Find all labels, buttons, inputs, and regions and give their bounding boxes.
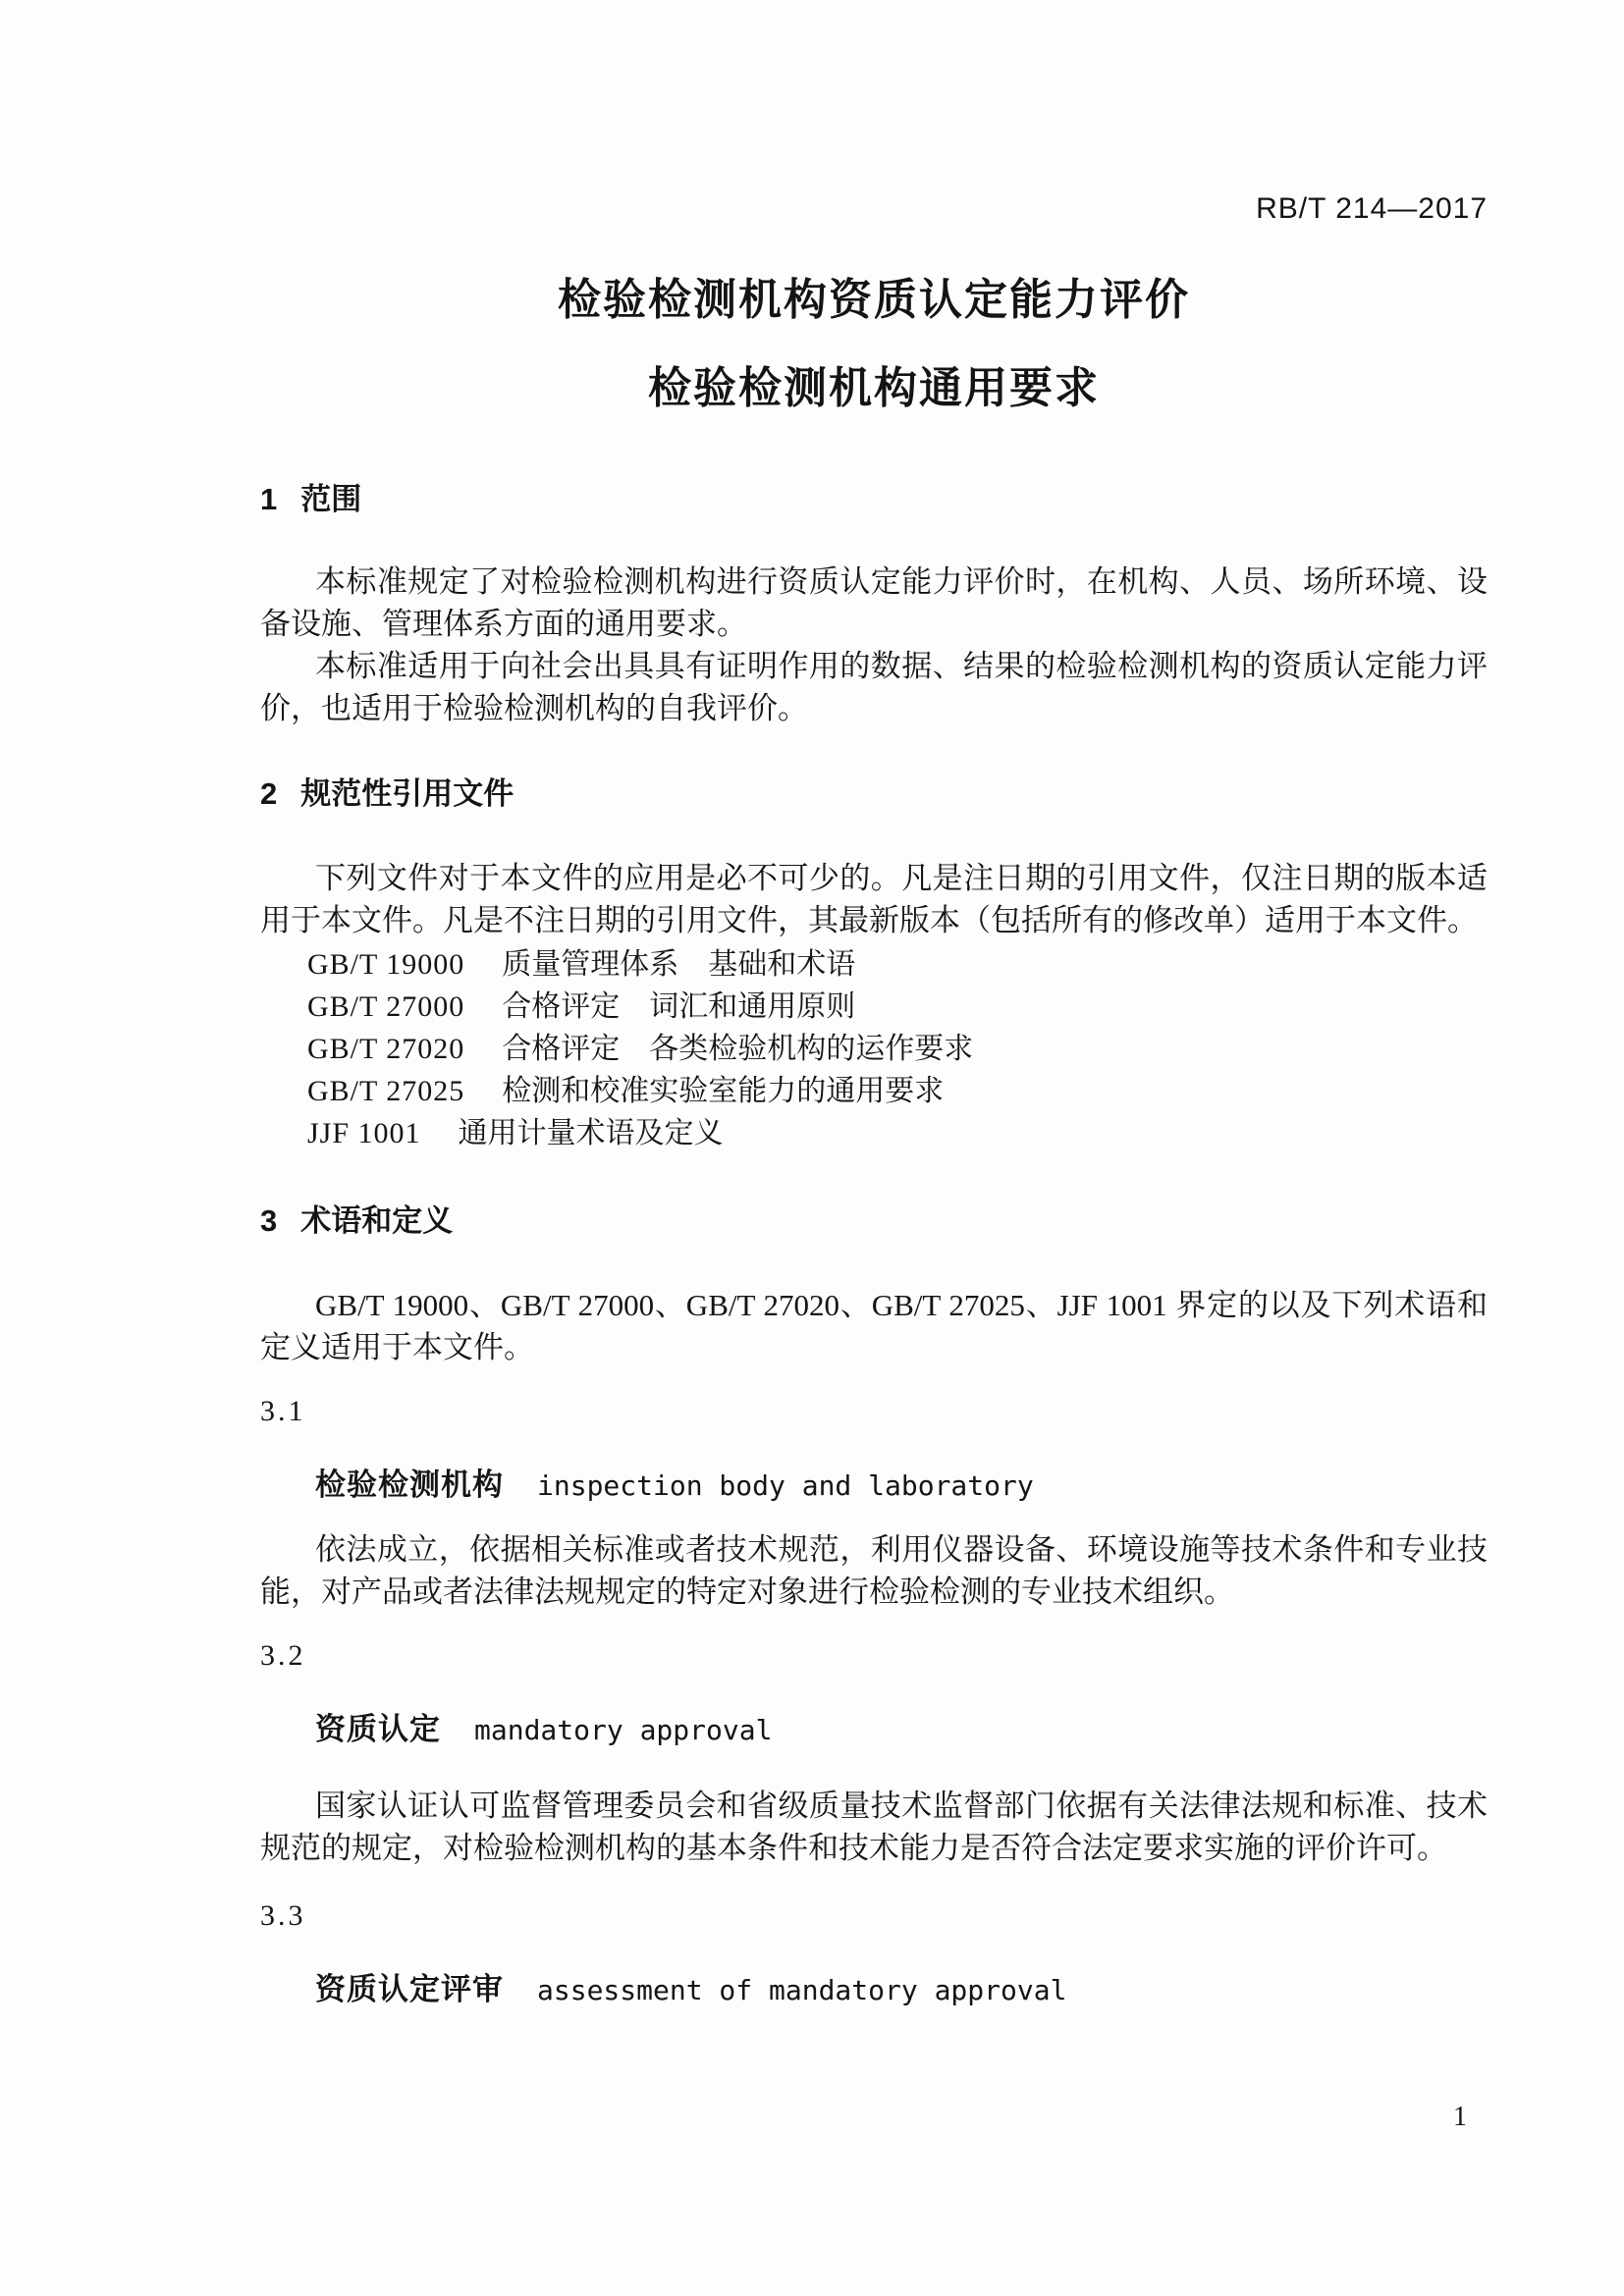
term-definition-3-2: 国家认证认可监督管理委员会和省级质量技术监督部门依据有关法律法规和标准、技术规范的规定，对检验检测机构的基本条件和技术能力是否符合法定要求实施的评价许可。 — [260, 1789, 1488, 1865]
doc-title-line2: 检验检测机构通用要求 — [648, 364, 1100, 412]
reference-title: 质量管理体系 基础和术语 — [502, 948, 856, 981]
reference-title: 检测和校准实验室能力的通用要求 — [502, 1075, 945, 1107]
term-heading-3-2 — [260, 1708, 1488, 1751]
reference-title: 合格评定 各类检验机构的运作要求 — [502, 1033, 974, 1065]
section-3-title: 术语和定义 — [300, 1203, 454, 1238]
section-1-title: 范围 — [300, 482, 362, 516]
reference-item — [307, 986, 1488, 1028]
reference-item — [307, 1028, 1488, 1070]
term-zh-3-3: 资质认定评审 — [315, 1972, 504, 2006]
term-heading-3-3 — [260, 1968, 1488, 2011]
reference-item — [307, 1112, 1488, 1154]
term-zh-3-2: 资质认定 — [315, 1712, 441, 1746]
term-en-3-1: inspection body and laboratory — [537, 1469, 1034, 1502]
term-clause-number-3-2: 3.2 — [260, 1639, 306, 1672]
reference-title: 通用计量术语及定义 — [458, 1117, 724, 1149]
reference-item — [307, 943, 1488, 986]
reference-title: 合格评定 词汇和通用原则 — [502, 990, 856, 1023]
reference-code: GB/T 27025 — [307, 1075, 465, 1107]
reference-item — [307, 1070, 1488, 1112]
section-1-number: 1 — [260, 482, 278, 516]
term-zh-3-1: 检验检测机构 — [315, 1468, 504, 1502]
section-3-heading — [260, 1203, 1488, 1239]
page-number: 1 — [1453, 2102, 1467, 2132]
section-2-paragraph: 下列文件对于本文件的应用是必不可少的。凡是注日期的引用文件，仅注日期的版本适用于本文件。凡是不注日期的引用文件，其最新版本（包括所有的修改单）适用于本文件。 — [260, 861, 1488, 937]
page-content — [260, 0, 1488, 2011]
term-definition-3-1: 依法成立，依据相关标准或者技术规范，利用仪器设备、环境设施等技术条件和专业技能，对产品或者法律法规规定的特定对象进行检验检测的专业技术组织。 — [260, 1532, 1488, 1609]
reference-code: GB/T 27020 — [307, 1033, 465, 1065]
section-2-title: 规范性引用文件 — [300, 776, 514, 811]
standard-code: RB/T 214—2017 — [1256, 192, 1488, 225]
section-1-paragraph-1: 本标准规定了对检验检测机构进行资质认定能力评价时，在机构、人员、场所环境、设备设施、管理体系方面的通用要求。 — [260, 564, 1488, 641]
section-1-paragraph-2: 本标准适用于向社会出具具有证明作用的数据、结果的检验检测机构的资质认定能力评价，也适用于检验检测机构的自我评价。 — [260, 649, 1488, 725]
term-clause-number-3-1: 3.1 — [260, 1395, 306, 1427]
reference-code: JJF 1001 — [307, 1117, 421, 1149]
term-heading-3-1 — [260, 1464, 1488, 1507]
term-clause-number-3-3: 3.3 — [260, 1899, 306, 1932]
section-1-heading — [260, 482, 1488, 517]
section-3-paragraph: GB/T 19000、GB/T 27000、GB/T 27020、GB/T 27025、JJF 1001 界定的以及下列术语和定义适用于本文件。 — [260, 1288, 1488, 1364]
section-2-number: 2 — [260, 776, 278, 811]
term-en-3-3: assessment of mandatory approval — [537, 1974, 1067, 2006]
reference-code: GB/T 19000 — [307, 948, 465, 981]
section-3-number: 3 — [260, 1203, 278, 1238]
doc-title-line1: 检验检测机构资质认定能力评价 — [558, 276, 1190, 324]
reference-code: GB/T 27000 — [307, 990, 465, 1023]
term-en-3-2: mandatory approval — [474, 1714, 773, 1746]
normative-reference-list — [260, 943, 1488, 1154]
section-2-heading — [260, 776, 1488, 812]
